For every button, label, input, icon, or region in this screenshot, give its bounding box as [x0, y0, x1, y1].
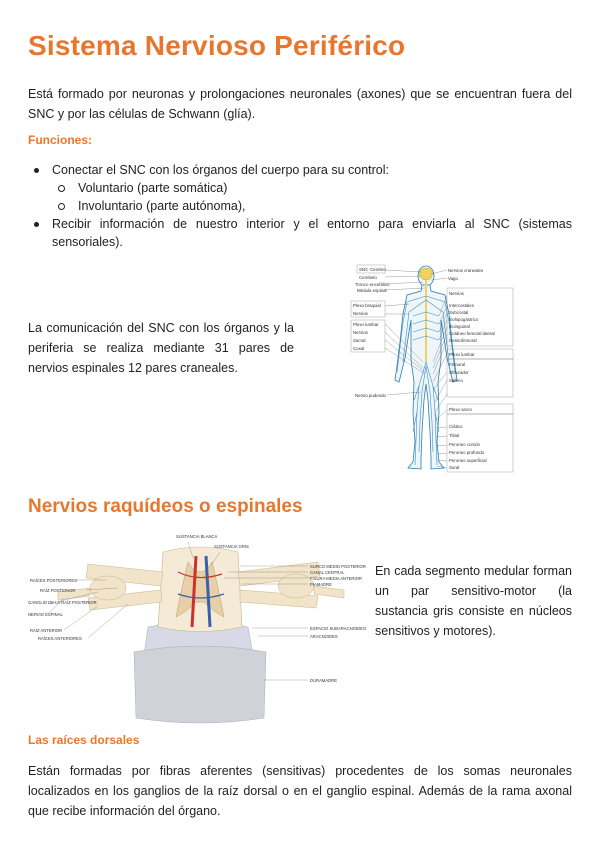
comunicacion-paragraph: La comunicación del SNC con los órganos y la periferia se realiza mediante 31 pares de nervios espinales 12 pares craneales.: [28, 321, 294, 375]
fig1-label: Nervio pudendo: [355, 393, 387, 398]
fig1-label: Peroneo profundo: [449, 450, 485, 455]
list-item: [28, 215, 572, 251]
fig1-label: Sacral: [353, 338, 366, 343]
fig1-label: Genitofemoral: [449, 338, 477, 343]
bullet-icon: [34, 222, 39, 227]
fig1-label: Safeno: [449, 378, 463, 383]
spinal-cord-figure: [28, 532, 372, 724]
sub-list-item: [52, 179, 572, 197]
fig1-label: Nervios: [353, 311, 368, 316]
fig1-label: Ilioinguinal: [449, 324, 470, 329]
fig1-label: Obturador: [449, 370, 469, 375]
bullet-icon: [34, 168, 39, 173]
fig1-label: Vago: [448, 276, 458, 281]
fig1-label: Plexo lumbar: [449, 352, 475, 357]
sub-list-item: [52, 197, 572, 215]
fig1-label: SNC: [359, 267, 369, 272]
fig1-label: Nervios: [449, 291, 464, 296]
circle-bullet-icon: [58, 185, 65, 192]
list-item-text: Recibir información de nuestro interior y el entorno para enviarla al SNC (sistemas sensoriales).: [52, 217, 572, 249]
fig2-label: ESPACIO SUBARACNOIDEO: [310, 626, 367, 631]
fig1-label: Cerebelo: [359, 275, 377, 280]
fig2-label: FISURA MEDIA ANTERIOR: [310, 576, 362, 581]
section-heading-nervios: Nervios raquídeos o espinales: [28, 496, 303, 517]
intro-paragraph: Está formado por neuronas y prolongaciones neuronales (axones) que se encuentran fuera del SNC y por las células de Schwann (glía).: [28, 87, 572, 121]
fig2-label: RAÍCES POSTERIORES: [30, 578, 78, 583]
sub-list: [52, 179, 572, 215]
fig2-label: CANAL CENTRAL: [310, 570, 345, 575]
fig2-label: SUSTANCIA BLANCA: [176, 534, 218, 539]
fig1-label: Nervios craneales: [448, 268, 484, 273]
fig1-label: Peroneo superficial: [449, 458, 487, 463]
raices-paragraph: Están formadas por fibras aferentes (sensitivas) procedentes de los somas neuronales localizados en los ganglios de la raíz dorsal o en el ganglio espinal. Además de la rama axonal que recibe información del órgano.: [28, 764, 572, 818]
fig1-label: Tibial: [449, 433, 460, 438]
fig1-label: Tronco encefálico: [355, 282, 390, 287]
fig1-label: Peroneo común: [449, 442, 480, 447]
fig1-label: Coxal: [353, 346, 365, 351]
fig1-label: Iliohipogástrico: [449, 317, 479, 322]
fig2-label: NERVIO ESPINAL: [28, 612, 63, 617]
segmento-paragraph: En cada segmento medular forman un par sensitivo-motor (la sustancia gris consiste en núcleos sensitivos y motores).: [375, 564, 572, 638]
fig1-label: Cutáneo femoral lateral: [449, 331, 495, 336]
funciones-list: [28, 161, 572, 251]
sub-item-text: Involuntario (parte autónoma),: [78, 199, 246, 213]
fig2-label: DURAMADRE: [310, 678, 337, 683]
fig1-label: Médula espinal: [357, 288, 387, 293]
fig1-label: Subcostal: [449, 310, 469, 315]
fig1-label: Plexo lumbar: [353, 322, 379, 327]
page-title: Sistema Nervioso Periférico: [28, 30, 406, 61]
sub-item-text: Voluntario (parte somática): [78, 181, 228, 195]
fig2-label: PIAMADRE: [310, 582, 332, 587]
raices-heading: Las raíces dorsales: [28, 733, 140, 747]
fig2-label: GANGLIO DE LA RAÍZ POSTERIOR: [28, 600, 97, 605]
fig2-label: RAÍZ POSTERIOR: [40, 588, 76, 593]
list-item-text: Conectar el SNC con los órganos del cuerpo para su control:: [52, 163, 389, 177]
fig1-label: Femoral: [449, 362, 466, 367]
fig1-label: Plexo sacro: [449, 407, 472, 412]
fig1-label: Intercostales: [449, 303, 474, 308]
fig2-label: SURCO MEDIO POSTERIOR: [310, 564, 366, 569]
fig2-label: ARACNOIDES: [310, 634, 338, 639]
nervous-system-figure: [343, 262, 537, 476]
fig1-label: Sural: [449, 465, 460, 470]
fig1-label: Ciático: [449, 424, 463, 429]
fig1-label: Nervios: [353, 330, 368, 335]
fig2-label: SUSTANCIA GRIS: [214, 544, 249, 549]
fig2-label: RAÍCES ANTERIORES: [38, 636, 82, 641]
list-item: [28, 161, 572, 215]
fig1-label: Cerebro: [370, 267, 386, 272]
funciones-heading: Funciones:: [28, 133, 93, 147]
fig2-label: RAÍZ ANTERIOR: [30, 628, 63, 633]
fig1-label: Plexo braquial: [353, 303, 381, 308]
circle-bullet-icon: [58, 203, 65, 210]
